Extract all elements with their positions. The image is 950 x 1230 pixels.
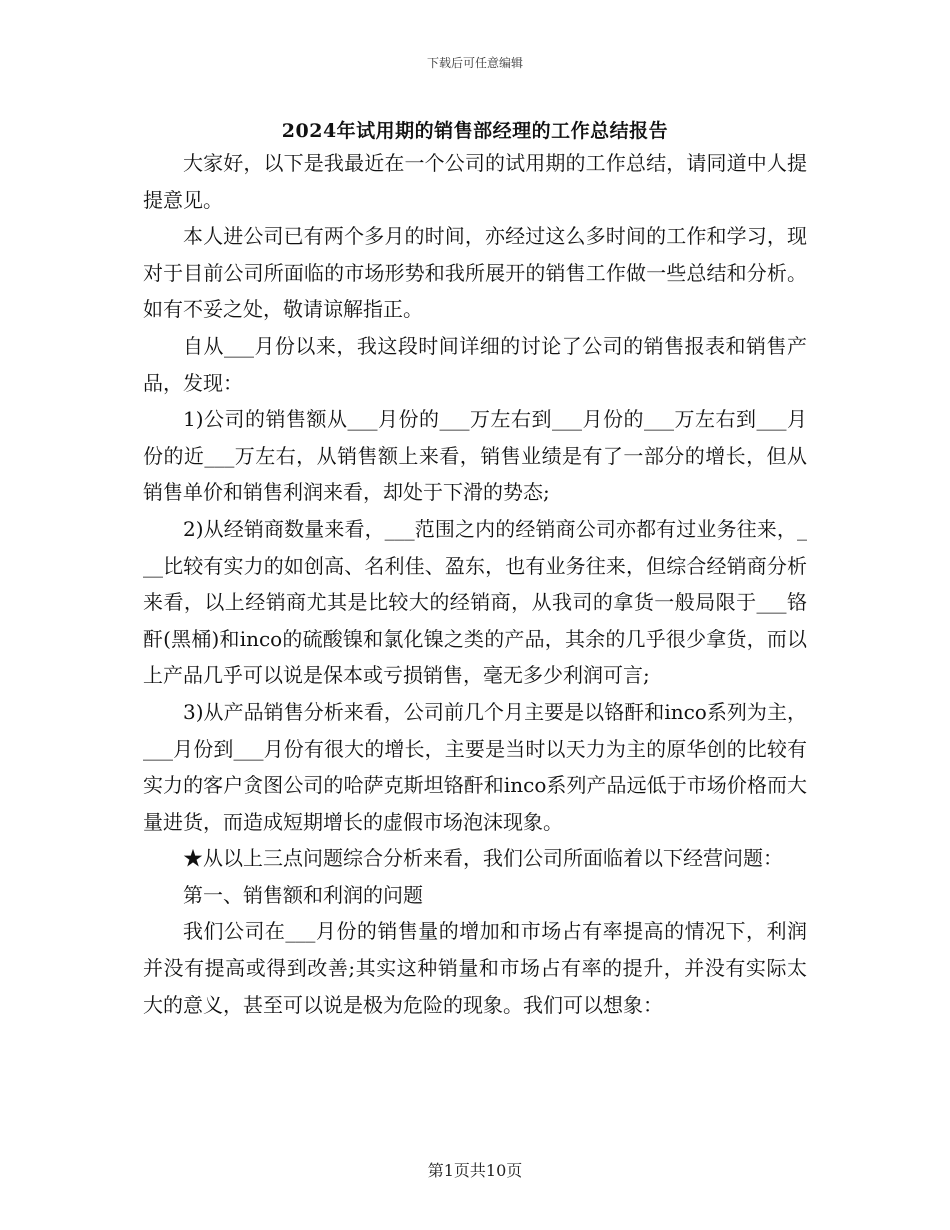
page-number: 第1页共10页 [427,1161,523,1180]
paragraph-finding-2: 2)从经销商数量来看，___范围之内的经销商公司亦都有过业务往来，___比较有实力的如创高、名利佳、盈东，也有业务往来，但综合经销商分析来看，以上经销商尤其是比较大的经销商，从我司的拿货一般局限于___铬酐(黑桶)和inco的硫酸镍和氯化镍之类的产品，其余的几乎很少拿货，而以上产品几乎可以说是保本或亏损销售，毫无多少利润可言; [143,516,807,688]
paragraph-intro: 本人进公司已有两个多月的时间，亦经过这么多时间的工作和学习，现对于目前公司所面临的市场形势和我所展开的销售工作做一些总结和分析。如有不妥之处，敬请谅解指正。 [143,224,807,322]
paragraph-summary: ★从以上三点问题综合分析来看，我们公司所面临着以下经营问题： [183,846,783,871]
paragraph-findings-lead: 自从___月份以来，我这段时间详细的讨论了公司的销售报表和销售产品，发现： [143,333,807,395]
section-heading-1: 第一、销售额和利润的问题 [183,882,423,907]
paragraph-greeting: 大家好，以下是我最近在一个公司的试用期的工作总结，请同道中人提提意见。 [143,151,807,212]
header-note: 下载后可任意编辑 [426,56,523,70]
paragraph-section-1: 我们公司在___月份的销售量的增加和市场占有率提高的情况下，利润并没有提高或得到改善;其实这种销量和市场占有率的提升，并没有实际太大的意义，甚至可以说是极为危险的现象。我们可以想象： [143,919,807,1017]
document-body [143,145,807,1023]
document-title: 2024年试用期的销售部经理的工作总结报告 [281,120,669,142]
paragraph-finding-3: 3)从产品销售分析来看，公司前几个月主要是以铬酐和inco系列为主，___月份到___月份有很大的增长，主要是当时以天力为主的原华创的比较有实力的客户贪图公司的哈萨克斯坦铬酐和inco系列产品远低于市场价格而大量进货，而造成短期增长的虚假市场泡沫现象。 [143,699,807,834]
paragraph-finding-1: 1)公司的销售额从___月份的___万左右到___月份的___万左右到___月份的近___万左右，从销售额上来看，销售业绩是有了一部分的增长，但从销售单价和销售利润来看，却处于下滑的势态; [143,407,807,505]
